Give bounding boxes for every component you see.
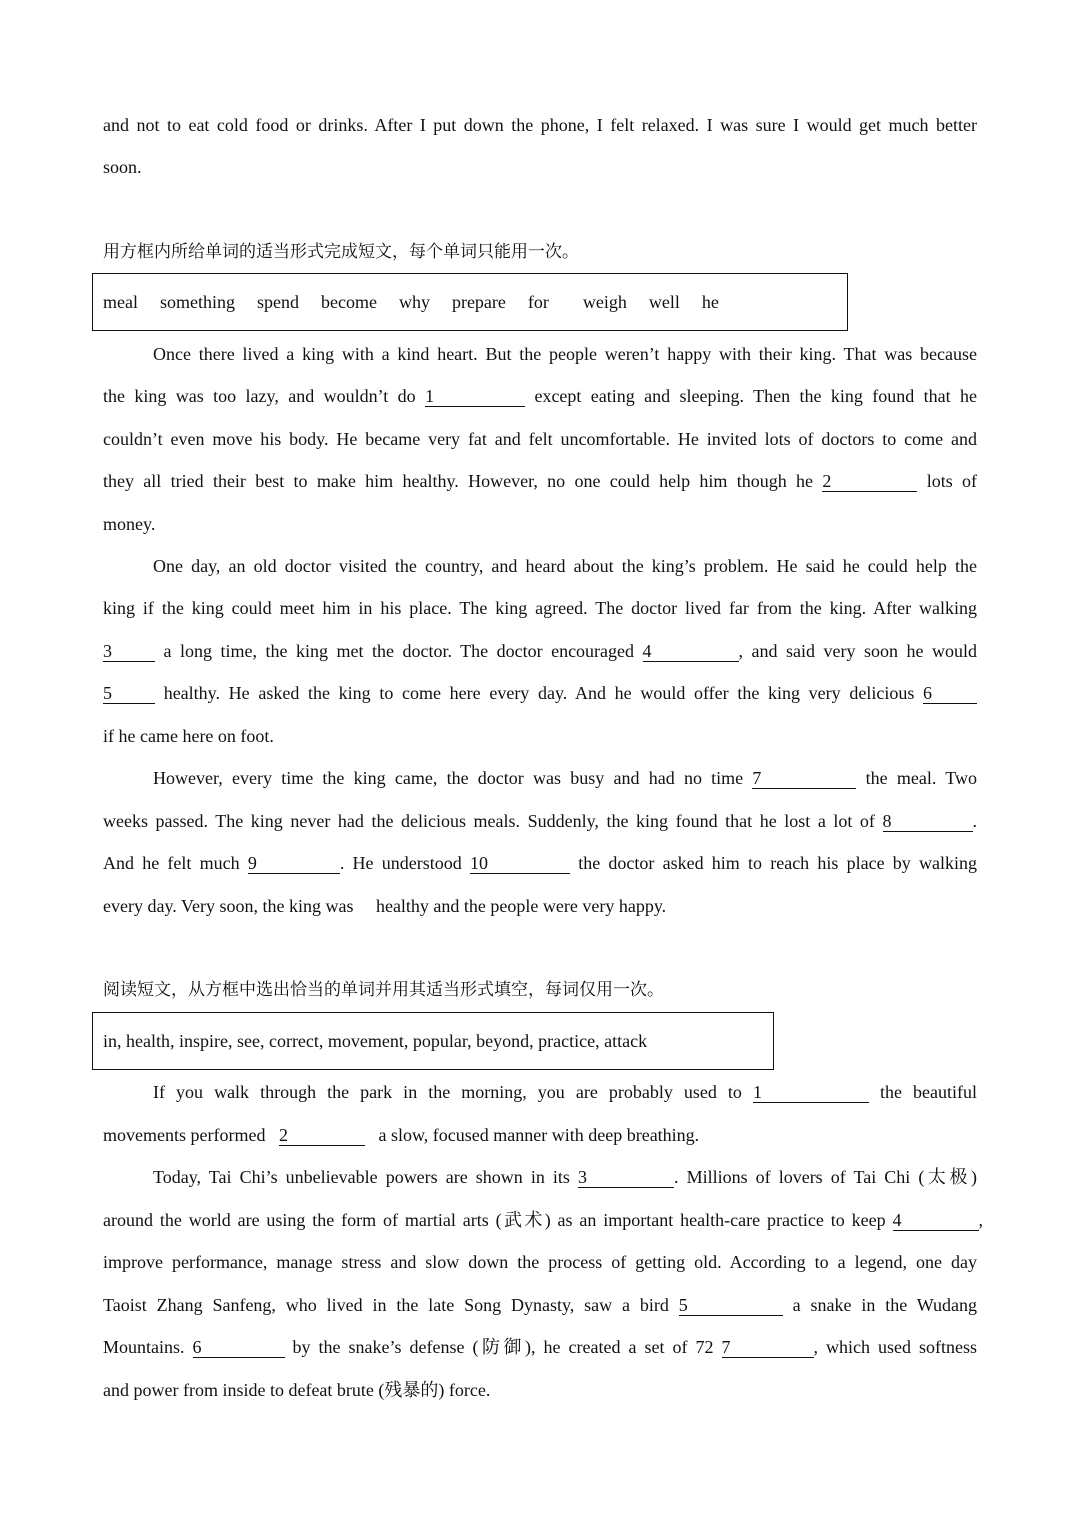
section2-word-list: in, health, inspire, see, correct, movement, popular, beyond, practice, attack (103, 1030, 648, 1051)
word-box-item: well (648, 291, 680, 312)
text-segment: , which used softness (813, 1337, 978, 1357)
text-segment: the beautiful (880, 1082, 978, 1102)
blank-p2-3[interactable]: 3 (578, 1167, 674, 1188)
text-segment: the meal. Two (865, 768, 977, 788)
text-segment: the king was too lazy, and wouldn’t do (103, 386, 416, 406)
passage2-line-1 (153, 1077, 977, 1107)
text-segment: and power from inside to defeat brute (残暴的) force. (103, 1380, 491, 1400)
passage1-line-1 (153, 339, 977, 369)
blank-p2-5[interactable]: 5 (679, 1295, 783, 1316)
text-segment: And he felt much (103, 853, 240, 873)
passage1-line-8 (103, 636, 977, 666)
word-box-item: he (701, 291, 719, 312)
text-segment: healthy. He asked the king to come here every day. And he would offer the king very delicious (163, 683, 915, 703)
passage1-line-5 (103, 509, 977, 539)
passage1-line-10 (103, 721, 977, 751)
text-segment: , (978, 1210, 983, 1230)
text-segment: improve performance, manage stress and slow down the process of getting old. According to a legend, one day (103, 1252, 977, 1272)
text-segment: they all tried (103, 471, 204, 491)
text-segment: weeks passed. The king never had the delicious meals. Suddenly, the king found that he lost a lot of (103, 811, 875, 831)
passage2-line-3 (153, 1162, 977, 1192)
text-segment: Taoist Zhang Sanfeng, who lived in the late Song Dynasty, saw a bird (103, 1295, 669, 1315)
passage2-line-8 (103, 1375, 977, 1405)
text-segment: around the world are using the form of martial arts (武术) as an important health-care practice to keep (103, 1210, 886, 1230)
passage1-line-6 (153, 551, 977, 581)
passage2-line-7 (103, 1332, 977, 1362)
word-box-item: become (320, 291, 377, 312)
blank-8[interactable]: 8 (883, 811, 973, 832)
text-segment: a snake in the Wudang (792, 1295, 978, 1315)
intro-line-1: and not to eat cold food or drinks. After I put down the phone, I felt relaxed. I was sure I would get much better (103, 115, 977, 135)
passage1-line-7 (103, 593, 977, 623)
blank-6[interactable]: 6 (923, 683, 977, 704)
passage1-line-9 (103, 678, 977, 708)
blank-p2-6[interactable]: 6 (193, 1337, 285, 1358)
word-box-item: for (527, 291, 549, 312)
passage2-line-4 (103, 1205, 983, 1235)
text-segment: king if the king could meet him in his place. The king agreed. The doctor lived far (103, 598, 749, 618)
section1-word-box (92, 273, 848, 331)
passage1-line-12 (103, 806, 977, 836)
passage1-line-14 (103, 891, 977, 921)
blank-4[interactable]: 4 (643, 641, 739, 662)
text-segment: Today, Tai Chi’s unbelievable powers are shown in its (153, 1167, 570, 1187)
text-segment: money. (103, 514, 156, 534)
text-segment: by the snake’s defense (防御), he created a set of 72 (292, 1337, 714, 1357)
text-segment: the doctor asked him to reach his place by walking (578, 853, 978, 873)
text-segment: problem. He said he could help the (703, 556, 977, 576)
blank-p2-1[interactable]: 1 (753, 1082, 869, 1103)
text-segment: . He understood (339, 853, 462, 873)
text-segment: couldn’t even move his body. He became very fat and felt uncomfortable. He invited lots of doctors to come and (103, 429, 977, 449)
text-segment: a long time, the king met the doctor. The doctor encouraged (163, 641, 635, 661)
text-segment: Once there lived a king with a kind heart. But the people weren’t happy with their king. That was because (153, 344, 977, 364)
section2-instruction: 阅读短文，从方框中选出恰当的单词并用其适当形式填空，每词仅用一次。 (103, 980, 664, 1000)
word-box-item: spend (256, 291, 299, 312)
text-segment: If you walk through the park in the morning, you are probably used to (153, 1082, 742, 1102)
text-segment: their best to make him healthy. However, no one could help him though he (212, 471, 814, 491)
passage1-line-4 (103, 466, 977, 496)
text-segment: lots of (926, 471, 978, 491)
passage1-line-13 (103, 848, 977, 878)
blank-7[interactable]: 7 (752, 768, 856, 789)
blank-p2-2[interactable]: 2 (279, 1125, 365, 1146)
word-box-item: something (159, 291, 235, 312)
text-segment: healthy and the people were very happy. (375, 896, 667, 916)
word-box-item: meal (103, 291, 138, 312)
blank-p2-4[interactable]: 4 (893, 1210, 979, 1231)
text-segment: if he came here on foot. (103, 726, 274, 746)
text-segment: every day. Very soon, the king was (103, 896, 354, 916)
section1-word-list (103, 274, 741, 330)
text-segment: . (972, 811, 977, 831)
word-box-item: prepare (451, 291, 506, 312)
intro-line-2: soon. (103, 157, 142, 177)
text-segment: from the king. After walking (756, 598, 977, 618)
passage2-line-2 (103, 1120, 977, 1150)
section2-word-box (92, 1012, 774, 1070)
text-segment: However, every time the king came, the doctor was busy and had no time (153, 768, 744, 788)
passage2-line-5 (103, 1247, 977, 1277)
blank-9[interactable]: 9 (248, 853, 340, 874)
word-box-item: why (398, 291, 430, 312)
passage1-line-3 (103, 424, 977, 454)
text-segment: except eating and sleeping. Then the king found that he (534, 386, 977, 406)
passage1-line-11 (153, 763, 977, 793)
blank-10[interactable]: 10 (470, 853, 570, 874)
blank-p2-7[interactable]: 7 (722, 1337, 814, 1358)
blank-3[interactable]: 3 (103, 641, 155, 662)
word-box-item: weigh (582, 291, 627, 312)
text-segment: Mountains. (103, 1337, 185, 1357)
section1-instruction: 用方框内所给单词的适当形式完成短文，每个单词只能用一次。 (103, 242, 579, 262)
text-segment: a slow, focused manner with deep breathing. (378, 1125, 700, 1145)
blank-5[interactable]: 5 (103, 683, 155, 704)
text-segment: One day, an old doctor visited the country, and heard about the king’s (153, 556, 696, 576)
blank-1[interactable]: 1 (425, 386, 525, 407)
text-segment: . Millions of lovers of Tai Chi (太极) (674, 1167, 978, 1187)
text-segment: movements performed (103, 1125, 266, 1145)
text-segment: , and said very soon he would (738, 641, 978, 661)
blank-2[interactable]: 2 (822, 471, 917, 492)
passage2-line-6 (103, 1290, 977, 1320)
passage1-line-2 (103, 381, 977, 411)
